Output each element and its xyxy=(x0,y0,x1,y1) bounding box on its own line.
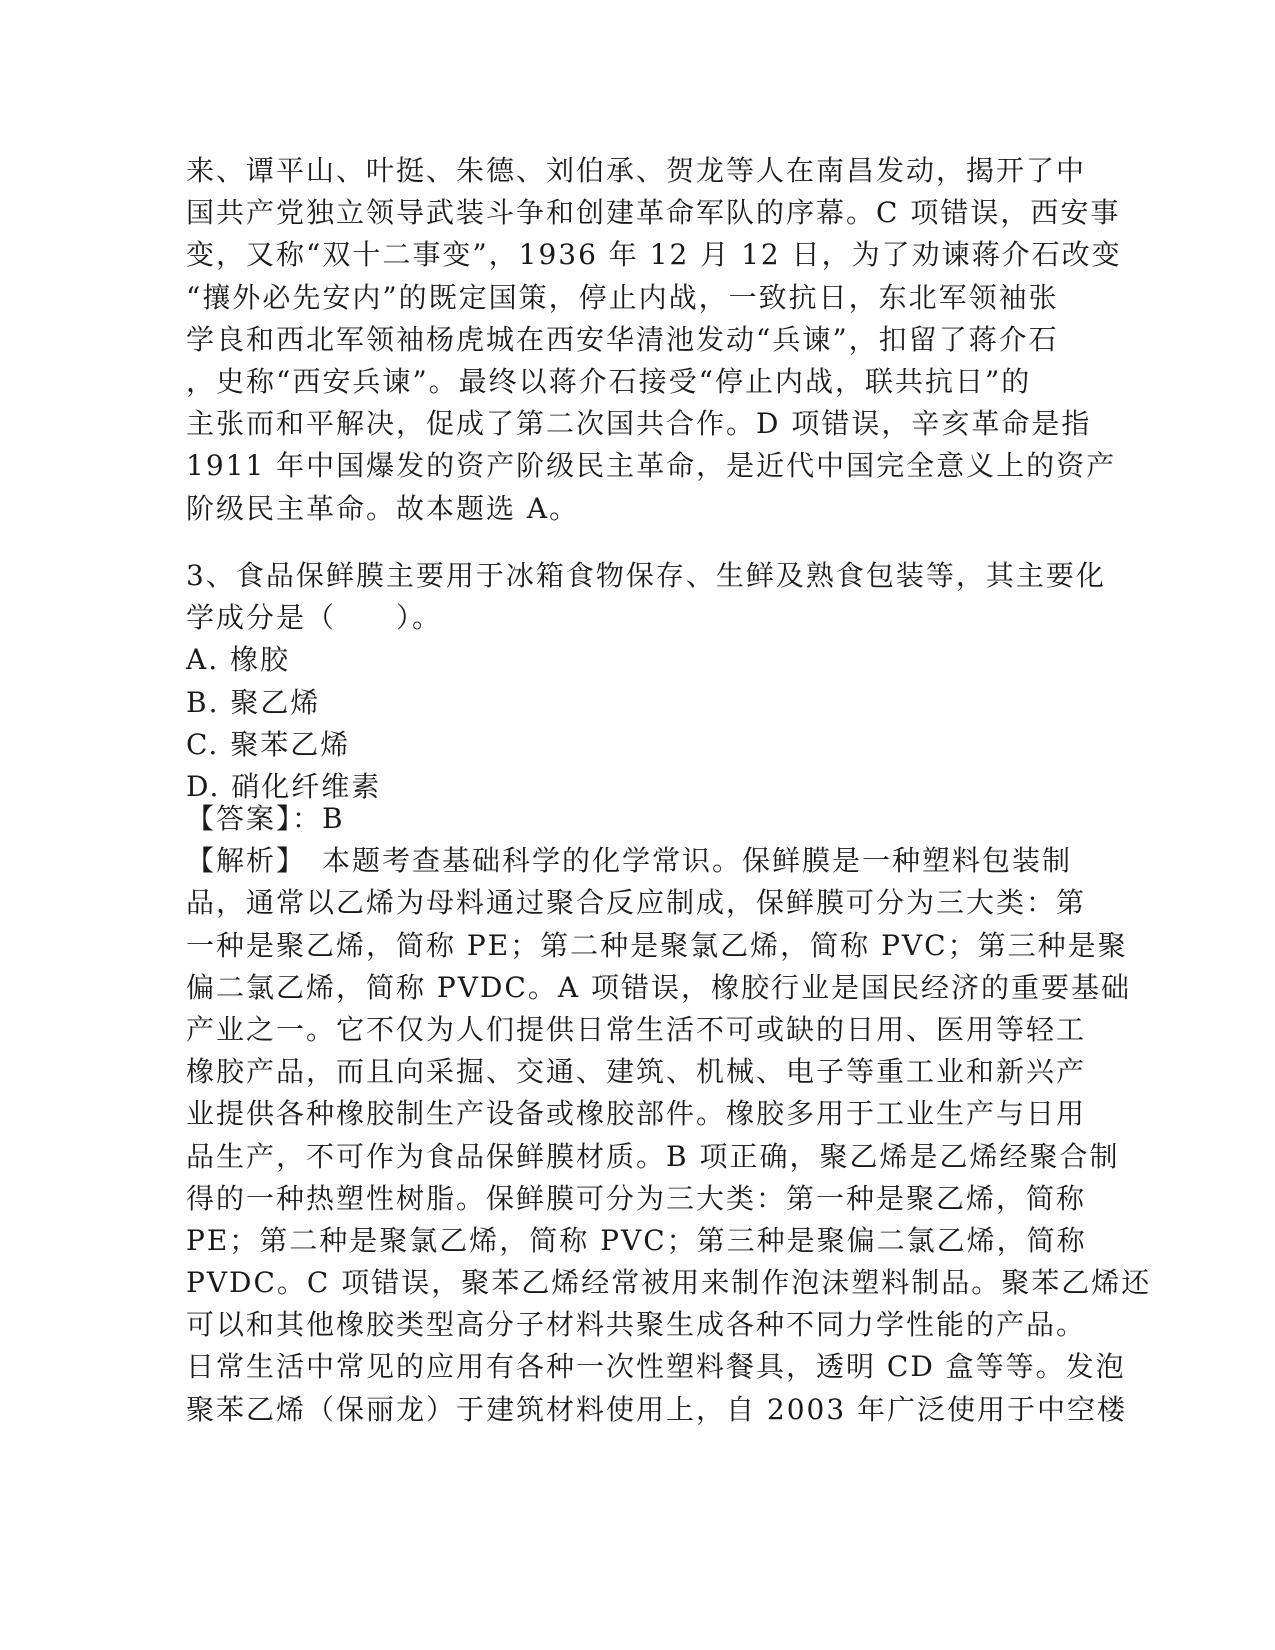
explanation-line: PVDC。C 项错误，聚苯乙烯经常被用来制作泡沫塑料制品。聚苯乙烯还 xyxy=(186,1266,1152,1300)
text-line: 变，又称“双十二事变”，1936 年 12 月 12 日，为了劝谏蒋介石改变 xyxy=(186,238,1122,272)
question-3 xyxy=(186,555,1106,808)
text-line: 国共产党独立领导武装斗争和创建革命军队的序幕。C 项错误，西安事 xyxy=(186,196,1121,230)
explanation-line: 偏二氯乙烯，简称 PVDC。A 项错误，橡胶行业是国民经济的重要基础 xyxy=(186,970,1131,1004)
option-b: B. 聚乙烯 xyxy=(186,685,321,719)
explanation-line: 一种是聚乙烯，简称 PE；第二种是聚氯乙烯，简称 PVC；第三种是聚 xyxy=(186,928,1128,962)
explanation-line: 【解析】 本题考查基础科学的化学常识。保鲜膜是一种塑料包装制 xyxy=(186,844,1073,878)
text-line: 主张而和平解决，促成了第二次国共合作。D 项错误，辛亥革命是指 xyxy=(186,407,1092,441)
explanation-line: 日常生活中常见的应用有各种一次性塑料餐具，透明 CD 盒等等。发泡 xyxy=(186,1350,1126,1384)
explanation-line: 可以和其他橡胶类型高分子材料共聚生成各种不同力学性能的产品。 xyxy=(186,1308,1087,1342)
text-line: 阶级民主革命。故本题选 A。 xyxy=(186,491,580,525)
explanation-line: 品，通常以乙烯为母料通过聚合反应制成，保鲜膜可分为三大类：第 xyxy=(186,886,1087,920)
explanation-line: 品生产，不可作为食品保鲜膜材质。B 项正确，聚乙烯是乙烯经聚合制 xyxy=(186,1139,1120,1173)
explanation-line: 得的一种热塑性树脂。保鲜膜可分为三大类：第一种是聚乙烯，简称 xyxy=(186,1181,1087,1215)
question-stem-line: 学成分是（ ）。 xyxy=(186,601,443,635)
text-line: ，史称“西安兵谏”。最终以蒋介石接受“停止内战，联共抗日”的 xyxy=(186,364,1032,398)
explanation-line: 产业之一。它不仅为人们提供日常生活不可或缺的日用、医用等轻工 xyxy=(186,1012,1087,1046)
option-d: D. 硝化纤维素 xyxy=(186,769,382,803)
explanation-line: PE；第二种是聚氯乙烯，简称 PVC；第三种是聚偏二氯乙烯，简称 xyxy=(186,1223,1087,1257)
previous-explanation-continuation xyxy=(186,150,1122,530)
answer-and-explanation xyxy=(186,798,1152,1431)
question-stem-line: 3、食品保鲜膜主要用于冰箱食物保存、生鲜及熟食包装等，其主要化 xyxy=(186,559,1106,592)
answer-line: 【答案】：B xyxy=(186,802,345,835)
option-a: A. 橡胶 xyxy=(186,643,291,677)
text-line: 1911 年中国爆发的资产阶级民主革命，是近代中国完全意义上的资产 xyxy=(186,449,1117,483)
text-line: 来、谭平山、叶挺、朱德、刘伯承、贺龙等人在南昌发动，揭开了中 xyxy=(186,154,1087,187)
text-line: “攘外必先安内”的既定国策，停止内战，一致抗日，东北军领袖张 xyxy=(186,280,1059,314)
explanation-line: 橡胶产品，而且向采掘、交通、建筑、机械、电子等重工业和新兴产 xyxy=(186,1055,1087,1089)
explanation-line: 业提供各种橡胶制生产设备或橡胶部件。橡胶多用于工业生产与日用 xyxy=(186,1097,1087,1131)
option-c: C. 聚苯乙烯 xyxy=(186,727,351,761)
explanation-line: 聚苯乙烯（保丽龙）于建筑材料使用上，自 2003 年广泛使用于中空楼 xyxy=(186,1392,1128,1426)
text-line: 学良和西北军领袖杨虎城在西安华清池发动“兵谏”，扣留了蒋介石 xyxy=(186,322,1059,356)
